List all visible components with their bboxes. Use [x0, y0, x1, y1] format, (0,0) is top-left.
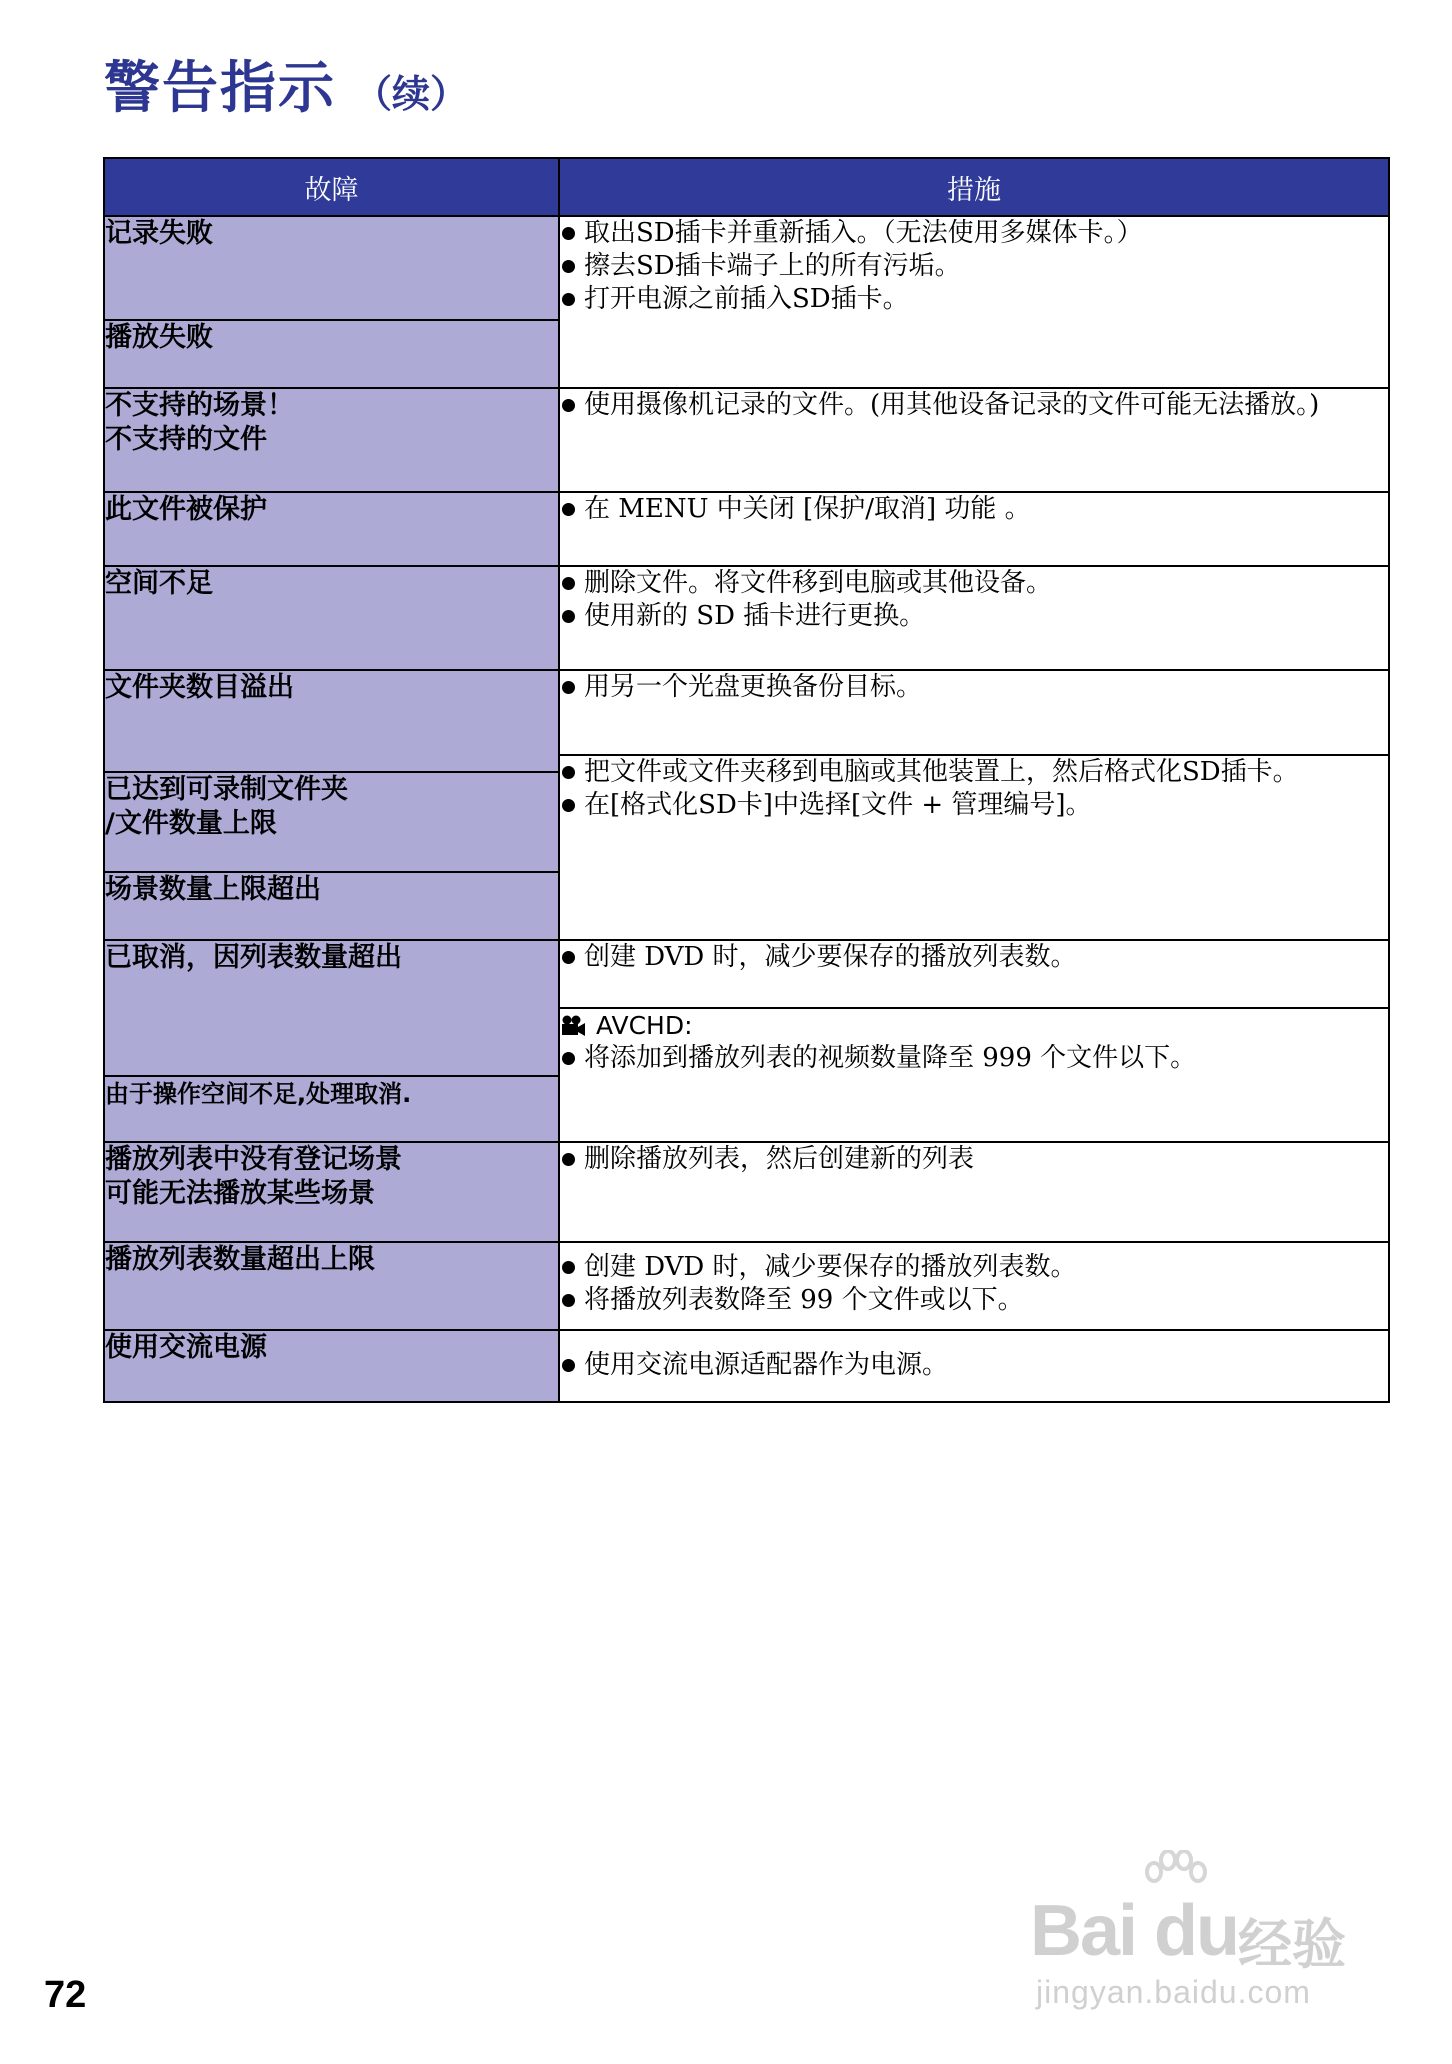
remedy-text: 擦去SD插卡端子上的所有污垢。: [584, 251, 961, 281]
remedy-text: 在 MENU 中关闭 [保护/取消] 功能 。: [584, 494, 1031, 524]
fault-cell: [104, 1242, 559, 1330]
remedy-cell: [559, 388, 1389, 492]
fault-label: 不支持的文件: [105, 424, 267, 455]
bullet-dot-icon: [562, 766, 575, 779]
table-row: [104, 940, 1389, 1008]
remedy-cell: [559, 1330, 1389, 1402]
fault-label: 播放列表数量超出上限: [105, 1244, 375, 1275]
fault-cell: [104, 320, 559, 388]
fault-cell: [104, 670, 559, 772]
fault-cell: [104, 940, 559, 1076]
bullet-dot-icon: [562, 1153, 575, 1166]
list-item: [560, 941, 1388, 974]
bullet-dot-icon: [562, 1261, 575, 1274]
fault-cell: [104, 872, 559, 940]
avchd-label: [560, 1009, 1388, 1042]
list-item: [560, 493, 1388, 526]
table-row: [104, 216, 1389, 320]
remedy-cell: [559, 566, 1389, 670]
table-row: [104, 1142, 1389, 1242]
fault-label: 播放列表中没有登记场景: [105, 1144, 402, 1175]
bullet-dot-icon: [562, 503, 575, 516]
fault-cell: [104, 492, 559, 566]
remedy-cell: [559, 1008, 1389, 1142]
watermark-brand: Bai du: [1030, 1891, 1239, 1971]
fault-label: 不支持的场景！: [105, 390, 294, 421]
remedy-text: 删除播放列表，然后创建新的列表: [584, 1144, 975, 1174]
fault-label: 此文件被保护: [105, 494, 267, 525]
bullet-dot-icon: [562, 1294, 575, 1307]
bullet-dot-icon: [562, 1359, 575, 1372]
list-item: [560, 671, 1388, 704]
list-item: [560, 389, 1388, 422]
fault-label: 场景数量上限超出: [105, 874, 321, 905]
remedy-text: 用另一个光盘更换备份目标。: [584, 672, 923, 702]
fault-cell: [104, 772, 559, 872]
fault-cell: [104, 1076, 559, 1142]
fault-label: 已取消，因列表数量超出: [105, 942, 402, 973]
bullet-dot-icon: [562, 681, 575, 694]
remedy-cell: [559, 1142, 1389, 1242]
bullet-dot-icon: [562, 1052, 575, 1065]
fault-label: 可能无法播放某些场景: [105, 1178, 375, 1209]
baidu-watermark: [1030, 1850, 1370, 2010]
page-number: 72: [44, 1974, 87, 2016]
fault-label: 使用交流电源: [105, 1332, 267, 1363]
remedy-text: 创建 DVD 时，减少要保存的播放列表数。: [584, 942, 1077, 972]
remedy-text: 将播放列表数降至 99 个文件或以下。: [584, 1285, 1024, 1315]
page-title-sub: （续）: [354, 72, 469, 116]
fault-cell: [104, 1330, 559, 1402]
table-row: [104, 388, 1389, 492]
page-title: [104, 44, 468, 124]
fault-cell: [104, 216, 559, 320]
remedy-cell: [559, 216, 1389, 388]
fault-label: 空间不足: [105, 568, 213, 599]
table-row: [104, 670, 1389, 755]
fault-label: 文件夹数目溢出: [105, 672, 294, 703]
remedy-text: 取出SD插卡并重新插入。（无法使用多媒体卡。）: [584, 218, 1143, 248]
list-item: [560, 217, 1388, 250]
warning-table: [103, 157, 1390, 1403]
remedy-cell: [559, 1242, 1389, 1330]
remedy-text: 将添加到播放列表的视频数量降至 999 个文件以下。: [584, 1043, 1197, 1073]
fault-label: 已达到可录制文件夹: [105, 774, 348, 805]
fault-label: 由于操作空间不足,处理取消.: [105, 1080, 412, 1108]
bullet-dot-icon: [562, 799, 575, 812]
remedy-cell: [559, 940, 1389, 1008]
table-header-row: [104, 158, 1389, 216]
list-item: [560, 283, 1388, 316]
remedy-cell: [559, 492, 1389, 566]
list-item: [560, 1284, 1388, 1317]
remedy-text: 创建 DVD 时，减少要保存的播放列表数。: [584, 1252, 1077, 1282]
remedy-text: 使用新的 SD 插卡进行更换。: [584, 601, 926, 631]
list-item: [560, 756, 1388, 789]
remedy-text: 使用摄像机记录的文件。(用其他设备记录的文件可能无法播放。): [584, 390, 1320, 420]
bullet-dot-icon: [562, 951, 575, 964]
fault-label: 播放失败: [105, 322, 213, 353]
header-fault: 故障: [104, 158, 559, 216]
fault-label: 记录失败: [105, 218, 213, 249]
table-row: [104, 1242, 1389, 1330]
list-item: [560, 1349, 1388, 1382]
fault-cell: [104, 1142, 559, 1242]
remedy-text: 把文件或文件夹移到电脑或其他装置上，然后格式化SD插卡。: [584, 757, 1299, 787]
fault-cell: [104, 388, 559, 492]
watermark-cn: 经验: [1238, 1915, 1346, 1975]
bullet-dot-icon: [562, 399, 575, 412]
bullet-dot-icon: [562, 293, 575, 306]
video-camera-icon: [560, 1015, 586, 1037]
list-item: [560, 789, 1388, 822]
list-item: [560, 250, 1388, 283]
bullet-dot-icon: [562, 227, 575, 240]
list-item: [560, 1251, 1388, 1284]
list-item: [560, 1042, 1388, 1075]
list-item: [560, 1143, 1388, 1176]
list-item: [560, 600, 1388, 633]
table-row: [104, 1330, 1389, 1402]
remedy-text: 删除文件。将文件移到电脑或其他设备。: [584, 568, 1053, 598]
remedy-cell: [559, 670, 1389, 755]
remedy-cell: [559, 755, 1389, 940]
remedy-text: 打开电源之前插入SD插卡。: [584, 284, 909, 314]
fault-cell: [104, 566, 559, 670]
table-row: [104, 566, 1389, 670]
bullet-dot-icon: [562, 260, 575, 273]
page-title-main: 警告指示: [104, 56, 336, 121]
fault-label: /文件数量上限: [105, 808, 277, 839]
bullet-dot-icon: [562, 577, 575, 590]
bullet-dot-icon: [562, 610, 575, 623]
remedy-text: 在[格式化SD卡]中选择[文件 + 管理编号]。: [584, 790, 1092, 820]
table-row: [104, 492, 1389, 566]
watermark-url: jingyan.baidu.com: [1036, 1974, 1311, 2010]
avchd-text: AVCHD:: [596, 1011, 693, 1040]
remedy-text: 使用交流电源适配器作为电源。: [584, 1350, 949, 1380]
header-remedy: 措施: [559, 158, 1389, 216]
list-item: [560, 567, 1388, 600]
